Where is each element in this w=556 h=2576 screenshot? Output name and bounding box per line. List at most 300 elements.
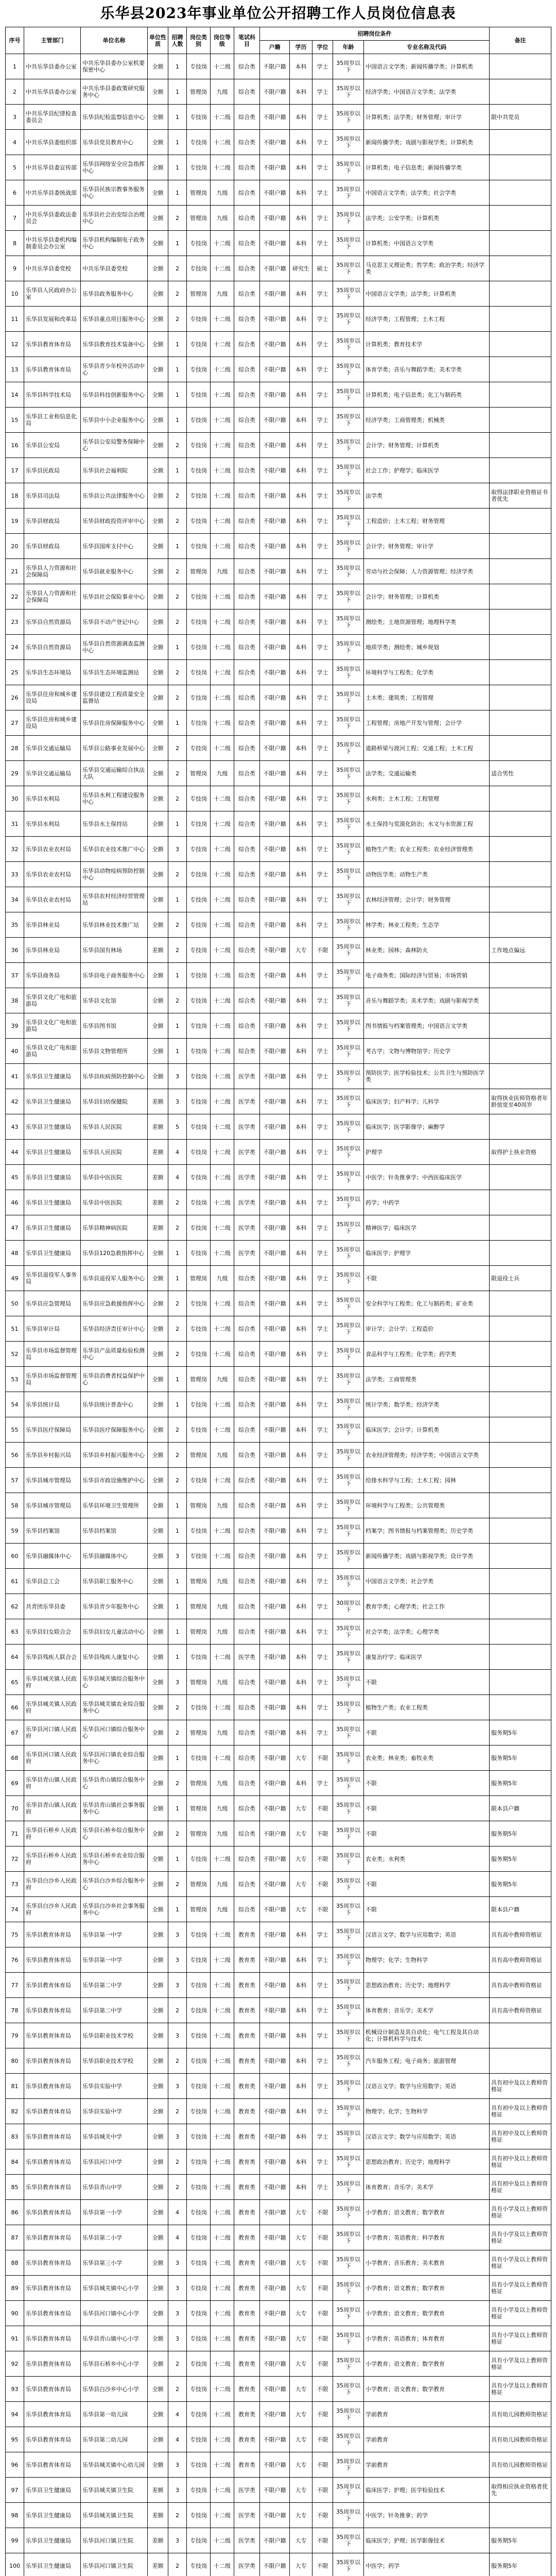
cell-hukou: 不限户籍 [260, 332, 290, 357]
cell-edu: 本科 [290, 2048, 312, 2074]
cell-unit-type: 全额 [148, 710, 168, 736]
cell-post-level: 十二级 [211, 1745, 234, 1771]
table-row [6, 1518, 551, 1544]
header-unit: 单位名称 [81, 27, 148, 54]
cell-unit-type: 全额 [148, 433, 168, 458]
cell-edu: 本科 [290, 105, 312, 130]
cell-notes: 具有高中教师资格证 [490, 1998, 551, 2023]
cell-notes [490, 458, 551, 483]
cell-unit: 乐华县自然资源调查监测中心 [81, 635, 148, 660]
cell-seq: 68 [6, 1745, 24, 1771]
cell-exam: 教育类 [234, 2175, 260, 2200]
cell-dept: 乐华县工业和信息化局 [24, 408, 81, 433]
cell-hukou: 不限户籍 [260, 660, 290, 685]
cell-seq: 89 [6, 2276, 24, 2301]
cell-post-level: 十二级 [211, 862, 234, 887]
cell-hukou: 不限户籍 [260, 1998, 290, 2023]
cell-post-level: 十二级 [211, 635, 234, 660]
cell-major: 电子商务类；国际经济与贸易；市场营销 [364, 963, 490, 988]
cell-unit-type: 全额 [148, 1720, 168, 1745]
cell-unit-type: 全额 [148, 559, 168, 584]
cell-seq: 10 [6, 281, 24, 307]
table-body [6, 54, 551, 2576]
cell-degree: 学士 [312, 862, 333, 887]
cell-edu: 本科 [290, 332, 312, 357]
cell-age: 35周岁以下 [333, 2377, 364, 2402]
cell-dept: 乐华县河口镇人民政府 [24, 1745, 81, 1771]
cell-unit: 乐华县科技创新服务中心 [81, 382, 148, 408]
cell-post-level: 十二级 [211, 130, 234, 155]
cell-post-category: 专技岗 [187, 2074, 211, 2099]
cell-dept: 乐华县自然资源局 [24, 609, 81, 635]
cell-num: 2 [168, 1872, 187, 1897]
cell-seq: 20 [6, 534, 24, 559]
cell-post-category: 管理岗 [187, 281, 211, 307]
cell-post-level: 十二级 [211, 988, 234, 1013]
cell-major: 经济学类；工程管理；土木工程 [364, 307, 490, 332]
cell-num: 3 [168, 837, 187, 862]
cell-age: 35周岁以下 [333, 307, 364, 332]
cell-major: 会计学；财务管理；审计学 [364, 534, 490, 559]
table-row [6, 1013, 551, 1039]
cell-unit-type: 全额 [148, 2377, 168, 2402]
cell-post-level: 九级 [211, 180, 234, 206]
cell-num: 2 [168, 509, 187, 534]
cell-edu: 大专 [290, 1796, 312, 1821]
cell-degree: 不限 [312, 2402, 333, 2427]
table-row [6, 307, 551, 332]
cell-notes [490, 307, 551, 332]
cell-major: 预防医学；医学检验技术；公共卫生与预防医学类 [364, 1064, 490, 1089]
cell-age: 35周岁以下 [333, 988, 364, 1013]
cell-edu: 本科 [290, 685, 312, 710]
cell-hukou: 不限户籍 [260, 1670, 290, 1695]
cell-notes [490, 1468, 551, 1493]
cell-notes [490, 231, 551, 256]
cell-notes [490, 1215, 551, 1241]
cell-seq: 4 [6, 130, 24, 155]
cell-num: 1 [168, 1367, 187, 1392]
cell-edu: 本科 [290, 281, 312, 307]
cell-num: 2 [168, 862, 187, 887]
cell-degree: 学士 [312, 1064, 333, 1089]
cell-degree: 学士 [312, 1569, 333, 1594]
cell-notes [490, 54, 551, 79]
cell-age: 35周岁以下 [333, 609, 364, 635]
cell-degree: 学士 [312, 1190, 333, 1215]
cell-num: 2 [168, 1468, 187, 1493]
cell-notes [490, 1241, 551, 1266]
cell-edu: 本科 [290, 2175, 312, 2200]
cell-unit: 乐华县机构编制电子政务中心 [81, 231, 148, 256]
cell-num: 1 [168, 1897, 187, 1922]
cell-unit-type: 全额 [148, 1594, 168, 1619]
cell-exam: 综合类 [234, 1013, 260, 1039]
cell-edu: 本科 [290, 1619, 312, 1645]
table-row [6, 1771, 551, 1796]
cell-seq: 66 [6, 1695, 24, 1720]
cell-degree: 不限 [312, 1821, 333, 1846]
cell-major: 图书情报与档案管理类；中国语言文学类 [364, 1013, 490, 1039]
cell-unit-type: 全额 [148, 1619, 168, 1645]
cell-degree: 学士 [312, 1544, 333, 1569]
cell-post-category: 专技岗 [187, 862, 211, 887]
cell-post-level: 十二级 [211, 837, 234, 862]
cell-post-category: 专技岗 [187, 938, 211, 963]
cell-post-category: 专技岗 [187, 1973, 211, 1998]
cell-num: 3 [168, 2452, 187, 2478]
header-degree: 学位 [312, 41, 333, 54]
cell-notes [490, 1190, 551, 1215]
cell-unit-type: 全额 [148, 2452, 168, 2478]
cell-post-category: 管理岗 [187, 1443, 211, 1468]
cell-dept: 乐华县公安局 [24, 433, 81, 458]
cell-degree: 学士 [312, 710, 333, 736]
cell-unit: 乐华县120急救指挥中心 [81, 1241, 148, 1266]
cell-major: 环境科学与工程类；化学类 [364, 660, 490, 685]
cell-dept: 乐华县教育体育局 [24, 357, 81, 382]
cell-edu: 大专 [290, 1872, 312, 1897]
cell-dept: 乐华县市场监督管理局 [24, 1367, 81, 1392]
cell-post-category: 专技岗 [187, 1114, 211, 1140]
cell-age: 35周岁以下 [333, 2250, 364, 2276]
cell-age: 35周岁以下 [333, 509, 364, 534]
cell-hukou: 不限户籍 [260, 1846, 290, 1872]
cell-unit: 中共乐华县委政策研究服务中心 [81, 79, 148, 105]
cell-edu: 大专 [290, 2326, 312, 2351]
cell-edu: 大专 [290, 2276, 312, 2301]
cell-major: 临床医学；护理；医学检验技术 [364, 2478, 490, 2503]
cell-num: 3 [168, 1973, 187, 1998]
table-row [6, 1745, 551, 1771]
cell-dept: 中共乐华县委统战部 [24, 180, 81, 206]
cell-notes: 具有初中及以上教师资格证 [490, 2149, 551, 2175]
cell-dept: 乐华县教育体育局 [24, 2452, 81, 2478]
cell-post-level: 九级 [211, 1720, 234, 1745]
table-row [6, 1594, 551, 1619]
cell-seq: 16 [6, 433, 24, 458]
cell-unit-type: 差额 [148, 1140, 168, 1165]
table-row [6, 912, 551, 938]
cell-post-category: 专技岗 [187, 660, 211, 685]
cell-major: 社会工作；护理学；临床医学 [364, 458, 490, 483]
cell-age: 35周岁以下 [333, 1241, 364, 1266]
cell-major: 不限 [364, 1897, 490, 1922]
cell-exam: 医学类 [234, 1645, 260, 1670]
table-row [6, 332, 551, 357]
cell-major: 临床医学；会计学；计算机类 [364, 1417, 490, 1443]
cell-seq: 50 [6, 1291, 24, 1316]
cell-post-level: 十二级 [211, 1215, 234, 1241]
cell-unit-type: 全额 [148, 79, 168, 105]
cell-major: 安全科学与工程类；化工与制药类；矿业类 [364, 1291, 490, 1316]
cell-edu: 本科 [290, 1266, 312, 1291]
cell-seq: 62 [6, 1594, 24, 1619]
cell-hukou: 不限户籍 [260, 458, 290, 483]
cell-edu: 本科 [290, 1998, 312, 2023]
table-row [6, 559, 551, 584]
cell-seq: 63 [6, 1619, 24, 1645]
cell-unit-type: 全额 [148, 2225, 168, 2250]
cell-post-category: 专技岗 [187, 1342, 211, 1367]
cell-hukou: 不限户籍 [260, 54, 290, 79]
table-row [6, 710, 551, 736]
cell-hukou: 不限户籍 [260, 1392, 290, 1417]
cell-seq: 47 [6, 1215, 24, 1241]
cell-exam: 综合类 [234, 1266, 260, 1291]
cell-post-category: 专技岗 [187, 1241, 211, 1266]
cell-hukou: 不限户籍 [260, 2326, 290, 2351]
table-row [6, 1392, 551, 1417]
cell-age: 30周岁以下 [333, 1594, 364, 1619]
cell-exam: 综合类 [234, 736, 260, 761]
table-row [6, 584, 551, 609]
cell-unit: 乐华县动物疫病预防控制中心 [81, 862, 148, 887]
cell-unit: 乐华县不动产登记中心 [81, 609, 148, 635]
cell-notes: 具有初中及以上教师资格证 [490, 2074, 551, 2099]
cell-unit: 乐华县河口镇中心小学 [81, 2301, 148, 2326]
cell-exam: 教育类 [234, 1998, 260, 2023]
cell-num: 3 [168, 2074, 187, 2099]
cell-exam: 教育类 [234, 2149, 260, 2175]
cell-degree: 学士 [312, 559, 333, 584]
cell-edu: 本科 [290, 1190, 312, 1215]
cell-degree: 不限 [312, 2528, 333, 2553]
cell-exam: 医学类 [234, 1114, 260, 1140]
cell-post-level: 十二级 [211, 534, 234, 559]
cell-seq: 44 [6, 1140, 24, 1165]
cell-unit-type: 全额 [148, 509, 168, 534]
cell-dept: 乐华县教育体育局 [24, 2276, 81, 2301]
cell-dept: 乐华县乡村振兴局 [24, 1443, 81, 1468]
cell-major: 不限 [364, 1796, 490, 1821]
cell-post-category: 专技岗 [187, 105, 211, 130]
cell-num: 3 [168, 1064, 187, 1089]
cell-unit: 乐华县青山中学 [81, 2175, 148, 2200]
cell-age: 35周岁以下 [333, 382, 364, 408]
cell-post-level: 九级 [211, 1821, 234, 1846]
cell-unit-type: 全额 [148, 1493, 168, 1518]
cell-post-level: 十二级 [211, 2326, 234, 2351]
cell-num: 1 [168, 1619, 187, 1645]
cell-exam: 综合类 [234, 357, 260, 382]
table-row [6, 2048, 551, 2074]
cell-post-category: 专技岗 [187, 1846, 211, 1872]
cell-post-level: 十二级 [211, 2200, 234, 2225]
cell-exam: 教育类 [234, 2200, 260, 2225]
cell-num: 1 [168, 1796, 187, 1821]
cell-post-category: 专技岗 [187, 509, 211, 534]
cell-degree: 不限 [312, 2276, 333, 2301]
cell-num: 1 [168, 1392, 187, 1417]
cell-hukou: 不限户籍 [260, 1190, 290, 1215]
table-row [6, 1443, 551, 1468]
cell-unit-type: 差额 [148, 1215, 168, 1241]
cell-major: 学前教育 [364, 2452, 490, 2478]
cell-num: 2 [168, 912, 187, 938]
cell-hukou: 不限户籍 [260, 1922, 290, 1947]
cell-exam: 综合类 [234, 1821, 260, 1846]
cell-post-level: 九级 [211, 1367, 234, 1392]
cell-degree: 学士 [312, 1645, 333, 1670]
cell-degree: 学士 [312, 1215, 333, 1241]
cell-num: 1 [168, 1518, 187, 1544]
cell-post-level: 十二级 [211, 2048, 234, 2074]
cell-age: 35周岁以下 [333, 332, 364, 357]
cell-post-level: 九级 [211, 1569, 234, 1594]
cell-degree: 学士 [312, 786, 333, 811]
cell-unit: 乐华县纪检监察信息中心 [81, 105, 148, 130]
cell-hukou: 不限户籍 [260, 1291, 290, 1316]
cell-unit-type: 全额 [148, 2175, 168, 2200]
cell-post-category: 管理岗 [187, 761, 211, 786]
cell-seq: 82 [6, 2099, 24, 2124]
cell-major: 汉语言文学；数学与应用数学；英语 [364, 2124, 490, 2149]
cell-seq: 5 [6, 155, 24, 180]
cell-unit-type: 全额 [148, 2351, 168, 2377]
cell-unit: 乐华县建设工程质量安全监督站 [81, 685, 148, 710]
cell-exam: 综合类 [234, 710, 260, 736]
cell-seq: 8 [6, 231, 24, 256]
cell-post-category: 专技岗 [187, 2478, 211, 2503]
table-row [6, 736, 551, 761]
cell-unit: 中共乐华县委办公室机要保密中心 [81, 54, 148, 79]
cell-edu: 大专 [290, 2377, 312, 2402]
cell-notes [490, 811, 551, 837]
cell-num: 2 [168, 2553, 187, 2576]
cell-notes [490, 2048, 551, 2074]
cell-exam: 综合类 [234, 130, 260, 155]
cell-hukou: 不限户籍 [260, 2402, 290, 2427]
cell-dept: 乐华县教育体育局 [24, 2301, 81, 2326]
cell-degree: 学士 [312, 1089, 333, 1114]
cell-dept: 乐华县农业农村局 [24, 862, 81, 887]
cell-notes [490, 1695, 551, 1720]
cell-unit-type: 全额 [148, 1796, 168, 1821]
cell-age: 35周岁以下 [333, 1998, 364, 2023]
cell-unit-type: 全额 [148, 155, 168, 180]
cell-major: 地质学类；测绘类；城乡规划 [364, 635, 490, 660]
cell-hukou: 不限户籍 [260, 509, 290, 534]
cell-post-level: 九级 [211, 1266, 234, 1291]
cell-edu: 本科 [290, 231, 312, 256]
cell-post-category: 专技岗 [187, 2377, 211, 2402]
table-row [6, 2023, 551, 2048]
cell-post-category: 专技岗 [187, 2124, 211, 2149]
cell-exam: 综合类 [234, 483, 260, 509]
table-row [6, 1796, 551, 1821]
cell-unit-type: 全额 [148, 2326, 168, 2351]
table-row [6, 2250, 551, 2276]
cell-post-category: 管理岗 [187, 180, 211, 206]
cell-post-level: 十二级 [211, 938, 234, 963]
cell-edu: 本科 [290, 1013, 312, 1039]
cell-unit-type: 全额 [148, 1846, 168, 1872]
cell-unit: 乐华县国库支付中心 [81, 534, 148, 559]
cell-dept: 乐华县河口镇人民政府 [24, 1720, 81, 1745]
cell-num: 1 [168, 1645, 187, 1670]
table-row [6, 1241, 551, 1266]
cell-hukou: 不限户籍 [260, 1872, 290, 1897]
cell-edu: 本科 [290, 710, 312, 736]
cell-major: 不限 [364, 1266, 490, 1291]
table-row [6, 1417, 551, 1443]
cell-hukou: 不限户籍 [260, 862, 290, 887]
cell-post-category: 专技岗 [187, 130, 211, 155]
cell-major: 法学类 [364, 483, 490, 509]
cell-notes: 服务期5年 [490, 1872, 551, 1897]
cell-dept: 乐华县水利局 [24, 811, 81, 837]
cell-notes [490, 862, 551, 887]
cell-exam: 教育类 [234, 2351, 260, 2377]
cell-num: 1 [168, 332, 187, 357]
cell-exam: 综合类 [234, 912, 260, 938]
cell-edu: 本科 [290, 559, 312, 584]
cell-dept: 乐华县残疾人联合会 [24, 1645, 81, 1670]
table-row [6, 357, 551, 382]
cell-degree: 学士 [312, 357, 333, 382]
cell-seq: 70 [6, 1796, 24, 1821]
cell-notes: 限本县户籍 [490, 1796, 551, 1821]
cell-num: 2 [168, 1821, 187, 1846]
cell-num: 3 [168, 2124, 187, 2149]
cell-num: 2 [168, 1417, 187, 1443]
header-num: 招聘人数 [168, 27, 187, 54]
cell-age: 35周岁以下 [333, 2427, 364, 2452]
cell-degree: 学士 [312, 1039, 333, 1064]
cell-age: 35周岁以下 [333, 1417, 364, 1443]
cell-edu: 本科 [290, 963, 312, 988]
cell-degree: 学士 [312, 1291, 333, 1316]
cell-unit: 乐华县河口镇卫生院 [81, 2553, 148, 2576]
cell-exam: 综合类 [234, 332, 260, 357]
cell-unit: 乐华县妇幼保健院 [81, 1089, 148, 1114]
cell-exam: 教育类 [234, 1973, 260, 1998]
cell-num: 2 [168, 2149, 187, 2175]
cell-num: 1 [168, 1569, 187, 1594]
cell-edu: 大专 [290, 2225, 312, 2250]
cell-seq: 51 [6, 1316, 24, 1342]
cell-notes: 服务期5年 [490, 2528, 551, 2553]
cell-seq: 67 [6, 1720, 24, 1745]
cell-dept: 乐华县交通运输局 [24, 736, 81, 761]
cell-notes [490, 1291, 551, 1316]
cell-edu: 本科 [290, 483, 312, 509]
cell-degree: 学士 [312, 660, 333, 685]
cell-post-category: 专技岗 [187, 685, 211, 710]
cell-major: 社会学类；法学类；心理学类 [364, 1619, 490, 1645]
cell-unit-type: 全额 [148, 180, 168, 206]
cell-seq: 78 [6, 1998, 24, 2023]
cell-edu: 本科 [290, 1392, 312, 1417]
cell-unit: 乐华县河口镇农业综合服务中心 [81, 1745, 148, 1771]
cell-age: 35周岁以下 [333, 1215, 364, 1241]
cell-unit: 乐华县融媒体中心 [81, 1544, 148, 1569]
cell-exam: 综合类 [234, 988, 260, 1013]
cell-major: 机械设计制造及其自动化；电气工程及其自动化；计算机科学与技术 [364, 2023, 490, 2048]
cell-seq: 19 [6, 509, 24, 534]
cell-edu: 本科 [290, 1518, 312, 1544]
table-row [6, 2478, 551, 2503]
cell-age: 35周岁以下 [333, 2351, 364, 2377]
cell-degree: 学士 [312, 1998, 333, 2023]
cell-degree: 学士 [312, 988, 333, 1013]
cell-edu: 本科 [290, 408, 312, 433]
cell-unit: 乐华县产品质量检验检测中心 [81, 1342, 148, 1367]
cell-notes [490, 382, 551, 408]
table-row [6, 281, 551, 307]
cell-num: 1 [168, 1745, 187, 1771]
